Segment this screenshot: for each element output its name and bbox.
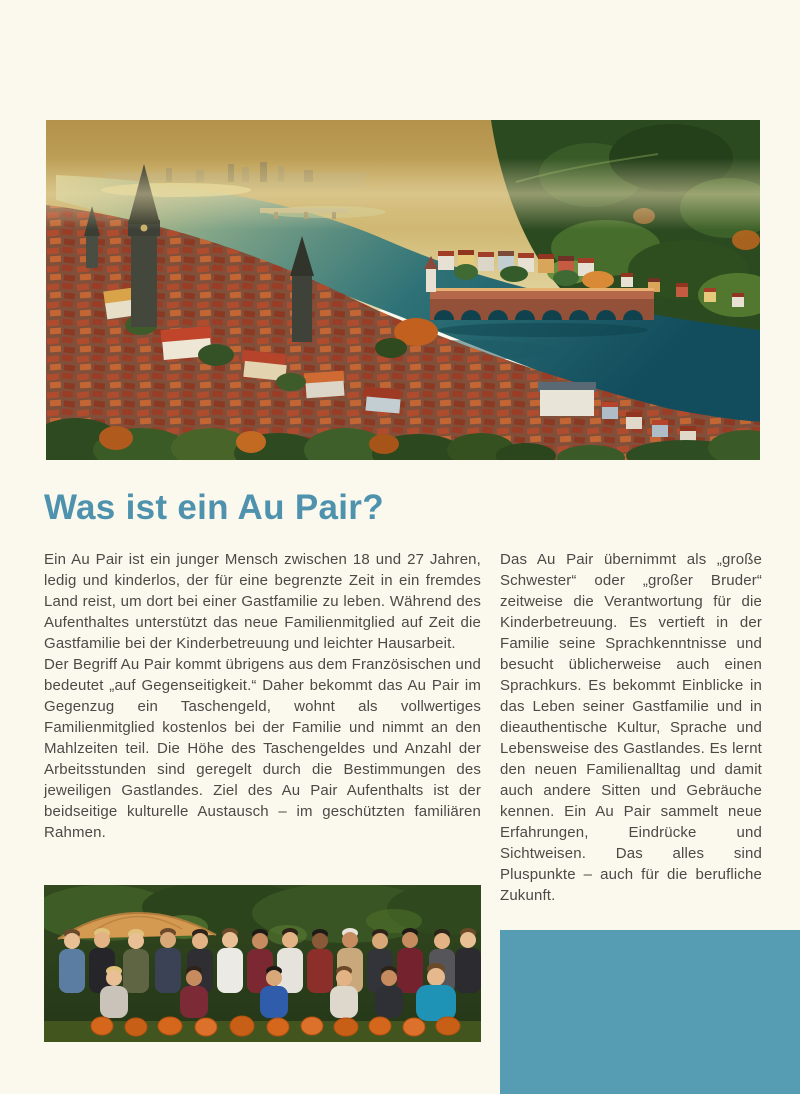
heidelberg-photo (46, 120, 760, 460)
horizon-haze (46, 158, 760, 230)
page-title: Was ist ein Au Pair? (44, 488, 384, 527)
paragraph-aupair-origin: Der Begriff Au Pair kommt übrigens aus dem Französischen und bedeutet „auf Gegenseitigkeit.“ Daher bekommt das Au Pair im Gegenzug ein Taschengeld, wohnt als vollwertiges Familienmitglied kostenlos bei der Familie und nimmt an den Mahlzeiten teil. Die Höhe des Taschengeldes und Anzahl der Arbeitsstunden sind geregelt durch die Bestimmungen des jeweiligen Gastlandes. Ziel des Au Pair Aufenthalts ist der beidseitige kulturelle Austausch – im geschützten familiären Rahmen. (44, 656, 481, 841)
teal-accent-block (500, 930, 800, 1094)
right-column (500, 549, 762, 906)
paragraph-aupair-role: Das Au Pair übernimmt als „große Schwester“ oder „großer Bruder“ zeitweise die Verantwortung für die Kinderbetreuung. Es vertieft in der Familie seine Sprachkenntnisse und besucht üblicherweise auch einen Sprachkurs. Es bekommt Einblicke in das Leben seiner Gastfamilie und in dieauthentische Kultur, Sprache und Lebensweise des Gastlandes. Es lernt den neuen Familienalltag und damit auch andere Sitten und Gebräuche kennen. Ein Au Pair sammelt neue Erfahrungen, Eindrücke und Sichtweisen. Das alles sind Pluspunkte – auch für die berufliche Zukunft. (500, 551, 762, 904)
heidelberg-photo-art (46, 120, 760, 460)
left-column (44, 549, 481, 843)
au-pair-group-photo (44, 885, 481, 1042)
group-photo-art (44, 885, 481, 1042)
paragraph-aupair-definition: Ein Au Pair ist ein junger Mensch zwischen 18 und 27 Jahren, ledig und kinderlos, der für eine begrenzte Zeit in ein fremdes Land reist, um dort bei einer Gastfamilie zu leben. Während des Aufenthaltes unterstützt das neue Familienmitglied auf Zeit die Gastfamilie bei der Kinderbetreuung und leichter Hausarbeit. (44, 551, 481, 652)
